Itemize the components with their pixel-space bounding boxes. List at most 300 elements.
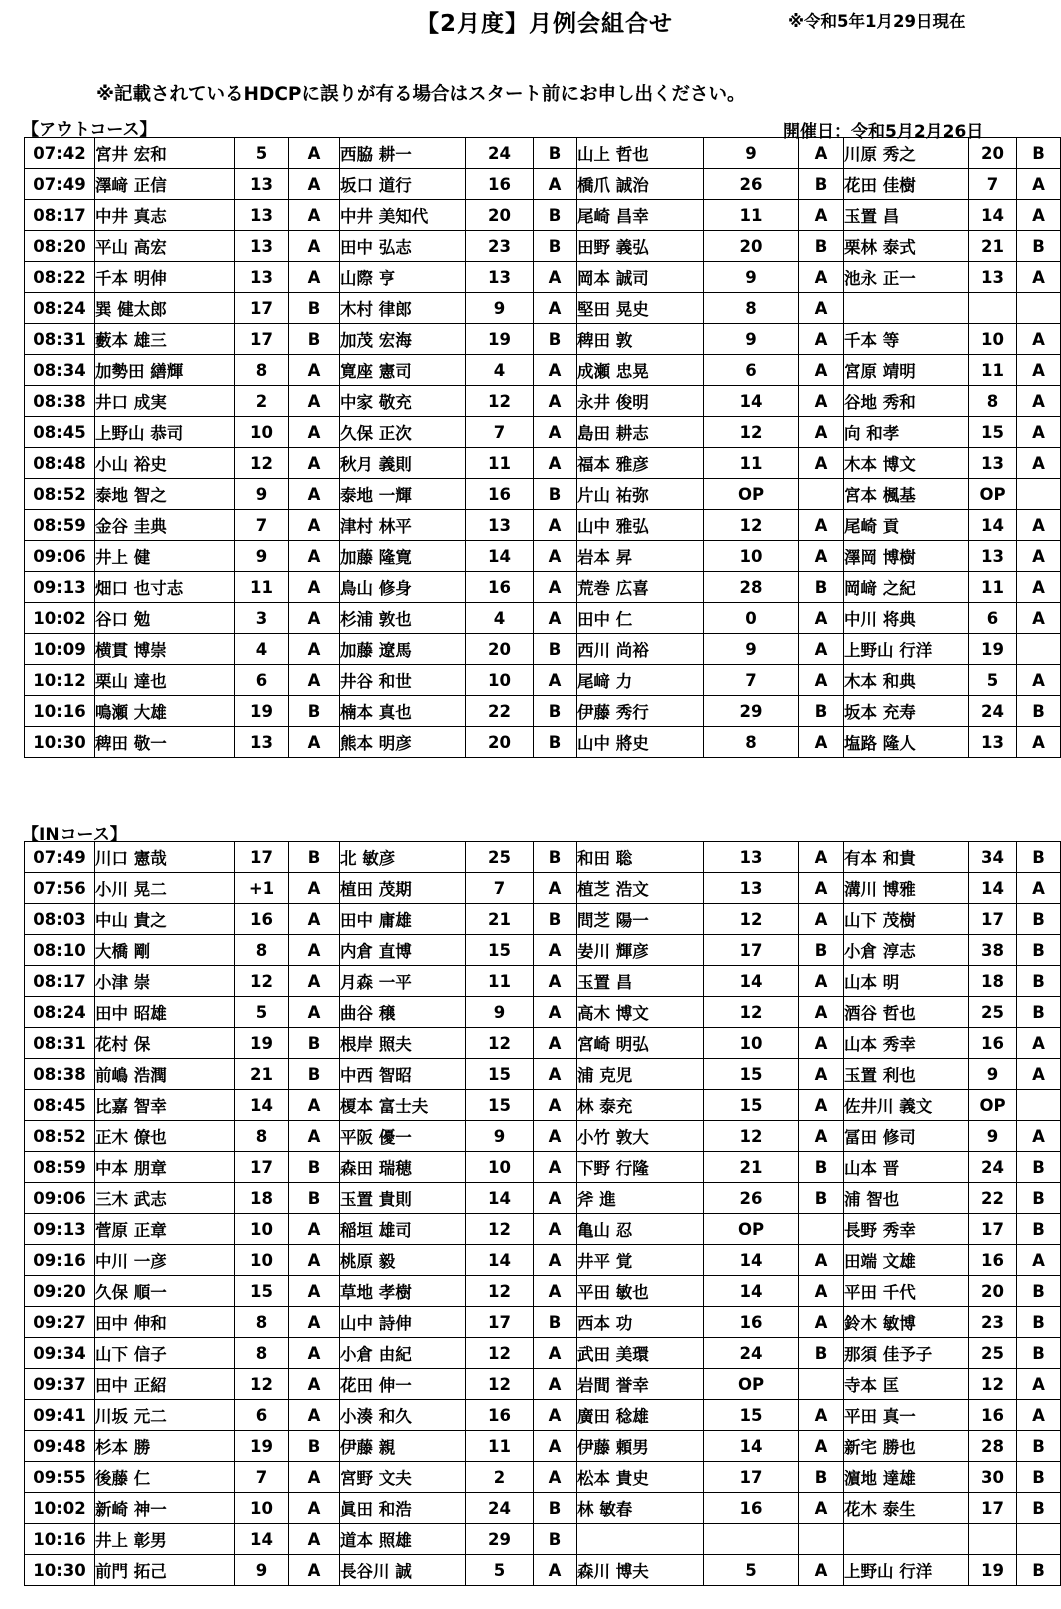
class-cell: A bbox=[1017, 324, 1061, 355]
class-cell: A bbox=[289, 935, 340, 966]
class-cell: A bbox=[289, 1121, 340, 1152]
hdcp-cell: 28 bbox=[704, 572, 799, 603]
table-row bbox=[25, 873, 1061, 904]
hdcp-cell: 15 bbox=[969, 417, 1017, 448]
player-name-cell: 菅原 正章 bbox=[95, 1214, 235, 1245]
player-name-cell: 桃原 毅 bbox=[340, 1245, 466, 1276]
class-cell: B bbox=[289, 324, 340, 355]
hdcp-cell: 13 bbox=[235, 262, 289, 293]
class-cell bbox=[799, 1524, 844, 1555]
class-cell: A bbox=[1017, 417, 1061, 448]
class-cell: A bbox=[799, 138, 844, 169]
hdcp-cell: 13 bbox=[969, 541, 1017, 572]
table-row bbox=[25, 1431, 1061, 1462]
hdcp-cell: 20 bbox=[466, 634, 534, 665]
class-cell: A bbox=[289, 200, 340, 231]
hdcp-cell: 17 bbox=[235, 324, 289, 355]
player-name-cell bbox=[844, 293, 969, 324]
hdcp-cell: 6 bbox=[235, 1400, 289, 1431]
class-cell: A bbox=[799, 293, 844, 324]
class-cell: A bbox=[1017, 1400, 1061, 1431]
player-name-cell: 鳥山 修身 bbox=[340, 572, 466, 603]
table-row bbox=[25, 1121, 1061, 1152]
class-cell: B bbox=[534, 1493, 577, 1524]
hdcp-cell: 14 bbox=[704, 1431, 799, 1462]
hdcp-cell: OP bbox=[704, 1369, 799, 1400]
hdcp-cell: 9 bbox=[704, 324, 799, 355]
hdcp-cell: 24 bbox=[969, 1152, 1017, 1183]
player-name-cell: 浦 智也 bbox=[844, 1183, 969, 1214]
class-cell: A bbox=[534, 262, 577, 293]
hdcp-cell: 14 bbox=[235, 1090, 289, 1121]
class-cell: A bbox=[289, 1493, 340, 1524]
class-cell: A bbox=[799, 1028, 844, 1059]
hdcp-cell: 12 bbox=[704, 997, 799, 1028]
player-name-cell: 西本 功 bbox=[577, 1307, 704, 1338]
player-name-cell: 花村 保 bbox=[95, 1028, 235, 1059]
player-name-cell: 長谷川 誠 bbox=[340, 1555, 466, 1586]
player-name-cell: 坂本 充寿 bbox=[844, 696, 969, 727]
player-name-cell: 久保 順一 bbox=[95, 1276, 235, 1307]
tee-time-cell: 08:24 bbox=[25, 293, 95, 324]
class-cell: B bbox=[289, 1059, 340, 1090]
hdcp-cell: 6 bbox=[969, 603, 1017, 634]
class-cell: B bbox=[799, 935, 844, 966]
class-cell: A bbox=[1017, 727, 1061, 758]
hdcp-cell: 20 bbox=[969, 1276, 1017, 1307]
player-name-cell: 荒巻 広喜 bbox=[577, 572, 704, 603]
player-name-cell: 成瀬 忠晃 bbox=[577, 355, 704, 386]
player-name-cell: 橋爪 誠治 bbox=[577, 169, 704, 200]
table-row bbox=[25, 997, 1061, 1028]
class-cell: A bbox=[799, 873, 844, 904]
hdcp-cell: 29 bbox=[466, 1524, 534, 1555]
hdcp-cell: 14 bbox=[969, 873, 1017, 904]
player-name-cell: 久保 正次 bbox=[340, 417, 466, 448]
player-name-cell: 井平 覚 bbox=[577, 1245, 704, 1276]
hdcp-cell: 10 bbox=[704, 1028, 799, 1059]
hdcp-cell: 17 bbox=[704, 1462, 799, 1493]
hdcp-cell: 11 bbox=[466, 448, 534, 479]
hdcp-cell: 8 bbox=[235, 355, 289, 386]
hdcp-cell: 9 bbox=[466, 1121, 534, 1152]
hdcp-cell: 19 bbox=[235, 1431, 289, 1462]
table-row bbox=[25, 262, 1061, 293]
class-cell: A bbox=[1017, 541, 1061, 572]
player-name-cell: 小湊 和久 bbox=[340, 1400, 466, 1431]
hdcp-cell: 9 bbox=[704, 634, 799, 665]
tee-time-cell: 07:49 bbox=[25, 842, 95, 873]
hdcp-cell: 16 bbox=[466, 479, 534, 510]
table-row bbox=[25, 541, 1061, 572]
class-cell: A bbox=[799, 665, 844, 696]
hdcp-cell: 16 bbox=[466, 572, 534, 603]
class-cell: B bbox=[799, 231, 844, 262]
player-name-cell: 中山 貴之 bbox=[95, 904, 235, 935]
player-name-cell: 尾崎 貢 bbox=[844, 510, 969, 541]
hdcp-cell: 15 bbox=[235, 1276, 289, 1307]
player-name-cell: 伊藤 頼男 bbox=[577, 1431, 704, 1462]
player-name-cell: 玉置 貴則 bbox=[340, 1183, 466, 1214]
tee-time-cell: 08:31 bbox=[25, 324, 95, 355]
class-cell bbox=[1017, 1524, 1061, 1555]
hdcp-cell: 18 bbox=[235, 1183, 289, 1214]
tee-time-cell: 09:41 bbox=[25, 1400, 95, 1431]
tee-time-cell: 08:38 bbox=[25, 386, 95, 417]
player-name-cell: 榎本 富士夫 bbox=[340, 1090, 466, 1121]
class-cell: A bbox=[534, 510, 577, 541]
player-name-cell: 酒谷 哲也 bbox=[844, 997, 969, 1028]
player-name-cell: 田中 伸和 bbox=[95, 1307, 235, 1338]
tee-time-cell: 07:49 bbox=[25, 169, 95, 200]
tee-time-cell: 08:24 bbox=[25, 997, 95, 1028]
table-row bbox=[25, 842, 1061, 873]
hdcp-cell: 13 bbox=[235, 200, 289, 231]
player-name-cell: 川口 憲哉 bbox=[95, 842, 235, 873]
class-cell: B bbox=[289, 293, 340, 324]
player-name-cell: 堅田 晃史 bbox=[577, 293, 704, 324]
class-cell: A bbox=[1017, 448, 1061, 479]
class-cell: B bbox=[534, 479, 577, 510]
hdcp-cell: 12 bbox=[704, 1121, 799, 1152]
class-cell: B bbox=[799, 696, 844, 727]
class-cell: A bbox=[289, 1245, 340, 1276]
player-name-cell: 岡﨑 之紀 bbox=[844, 572, 969, 603]
table-row bbox=[25, 1307, 1061, 1338]
player-name-cell: 川原 秀之 bbox=[844, 138, 969, 169]
class-cell: A bbox=[1017, 1369, 1061, 1400]
player-name-cell: 井谷 和世 bbox=[340, 665, 466, 696]
player-name-cell: 宮崎 明弘 bbox=[577, 1028, 704, 1059]
tee-time-cell: 08:52 bbox=[25, 479, 95, 510]
hdcp-cell: 16 bbox=[466, 169, 534, 200]
class-cell: B bbox=[1017, 935, 1061, 966]
player-name-cell: 中井 真志 bbox=[95, 200, 235, 231]
player-name-cell: 加勢田 繕輝 bbox=[95, 355, 235, 386]
class-cell: B bbox=[534, 1307, 577, 1338]
hdcp-cell: 11 bbox=[235, 572, 289, 603]
class-cell: A bbox=[289, 1090, 340, 1121]
player-name-cell: 福本 雅彦 bbox=[577, 448, 704, 479]
table-row bbox=[25, 1462, 1061, 1493]
player-name-cell: 泰地 智之 bbox=[95, 479, 235, 510]
hdcp-cell: 17 bbox=[704, 935, 799, 966]
hdcp-cell: 15 bbox=[704, 1090, 799, 1121]
hdcp-cell: 17 bbox=[969, 904, 1017, 935]
hdcp-cell: 19 bbox=[969, 1555, 1017, 1586]
hdcp-cell: 12 bbox=[704, 904, 799, 935]
class-cell: B bbox=[799, 1462, 844, 1493]
class-cell: B bbox=[1017, 966, 1061, 997]
player-name-cell: 鈴木 敏博 bbox=[844, 1307, 969, 1338]
table-row bbox=[25, 634, 1061, 665]
hdcp-cell: 8 bbox=[704, 727, 799, 758]
hdcp-cell: 16 bbox=[704, 1493, 799, 1524]
player-name-cell: 松本 貴史 bbox=[577, 1462, 704, 1493]
player-name-cell: 中家 敬充 bbox=[340, 386, 466, 417]
player-name-cell: 岡本 誠司 bbox=[577, 262, 704, 293]
player-name-cell: 中川 将典 bbox=[844, 603, 969, 634]
player-name-cell: 大橋 剛 bbox=[95, 935, 235, 966]
table-row bbox=[25, 1245, 1061, 1276]
player-name-cell: 山中 將史 bbox=[577, 727, 704, 758]
class-cell: B bbox=[799, 572, 844, 603]
class-cell: A bbox=[1017, 572, 1061, 603]
hdcp-cell: 22 bbox=[466, 696, 534, 727]
tee-time-cell: 09:48 bbox=[25, 1431, 95, 1462]
hdcp-cell: 24 bbox=[466, 138, 534, 169]
hdcp-cell: 9 bbox=[466, 293, 534, 324]
class-cell: A bbox=[289, 386, 340, 417]
class-cell: A bbox=[799, 997, 844, 1028]
class-cell: B bbox=[1017, 1307, 1061, 1338]
player-name-cell: 上野山 行洋 bbox=[844, 634, 969, 665]
tee-time-cell: 07:56 bbox=[25, 873, 95, 904]
hdcp-cell: OP bbox=[704, 1214, 799, 1245]
player-name-cell: 溝川 博雅 bbox=[844, 873, 969, 904]
class-cell: A bbox=[534, 1338, 577, 1369]
class-cell: A bbox=[534, 293, 577, 324]
hdcp-cell: 26 bbox=[704, 1183, 799, 1214]
hdcp-cell: 29 bbox=[704, 696, 799, 727]
tee-time-cell: 10:12 bbox=[25, 665, 95, 696]
hdcp-cell: 13 bbox=[235, 169, 289, 200]
hdcp-cell: 7 bbox=[235, 510, 289, 541]
class-cell: A bbox=[799, 1090, 844, 1121]
class-cell: A bbox=[534, 1555, 577, 1586]
player-name-cell: 秋月 義則 bbox=[340, 448, 466, 479]
class-cell: A bbox=[534, 541, 577, 572]
player-name-cell: 坂口 道行 bbox=[340, 169, 466, 200]
class-cell: A bbox=[289, 727, 340, 758]
hdcp-cell: 14 bbox=[235, 1524, 289, 1555]
player-name-cell: 伊藤 親 bbox=[340, 1431, 466, 1462]
player-name-cell: 平山 高宏 bbox=[95, 231, 235, 262]
class-cell: A bbox=[534, 448, 577, 479]
table-row bbox=[25, 355, 1061, 386]
player-name-cell: 廣田 稔雄 bbox=[577, 1400, 704, 1431]
hdcp-cell: 17 bbox=[969, 1214, 1017, 1245]
class-cell: A bbox=[289, 904, 340, 935]
player-name-cell: 山中 詩伸 bbox=[340, 1307, 466, 1338]
player-name-cell: 岩間 誉幸 bbox=[577, 1369, 704, 1400]
hdcp-cell: 25 bbox=[466, 842, 534, 873]
table-row bbox=[25, 479, 1061, 510]
class-cell: A bbox=[799, 727, 844, 758]
player-name-cell: 小倉 淳志 bbox=[844, 935, 969, 966]
tee-time-cell: 09:06 bbox=[25, 1183, 95, 1214]
class-cell: B bbox=[534, 1524, 577, 1555]
hdcp-cell: 6 bbox=[704, 355, 799, 386]
hdcp-cell bbox=[969, 293, 1017, 324]
hdcp-cell bbox=[704, 1524, 799, 1555]
player-name-cell: 小津 崇 bbox=[95, 966, 235, 997]
class-cell: A bbox=[289, 1214, 340, 1245]
tee-time-cell: 08:34 bbox=[25, 355, 95, 386]
table-row bbox=[25, 1183, 1061, 1214]
tee-time-cell: 08:45 bbox=[25, 417, 95, 448]
class-cell: B bbox=[1017, 842, 1061, 873]
player-name-cell: 月森 一平 bbox=[340, 966, 466, 997]
class-cell: B bbox=[1017, 1431, 1061, 1462]
player-name-cell: 長野 秀幸 bbox=[844, 1214, 969, 1245]
hdcp-cell: 14 bbox=[466, 1183, 534, 1214]
hdcp-cell: 8 bbox=[969, 386, 1017, 417]
table-row bbox=[25, 1524, 1061, 1555]
as-of-date: ※令和5年1月29日現在 bbox=[788, 12, 966, 31]
hdcp-cell: 14 bbox=[704, 966, 799, 997]
player-name-cell: 上野山 恭司 bbox=[95, 417, 235, 448]
hdcp-cell: 9 bbox=[466, 997, 534, 1028]
player-name-cell: 杉浦 敦也 bbox=[340, 603, 466, 634]
player-name-cell: 宮野 文夫 bbox=[340, 1462, 466, 1493]
hdcp-cell: 22 bbox=[969, 1183, 1017, 1214]
hdcp-cell: 12 bbox=[466, 1369, 534, 1400]
hdcp-cell: 2 bbox=[235, 386, 289, 417]
hdcp-cell: 7 bbox=[969, 169, 1017, 200]
player-name-cell: 津村 林平 bbox=[340, 510, 466, 541]
player-name-cell: 平田 敏也 bbox=[577, 1276, 704, 1307]
player-name-cell: 内倉 直博 bbox=[340, 935, 466, 966]
class-cell: A bbox=[799, 1493, 844, 1524]
player-name-cell: 宮原 靖明 bbox=[844, 355, 969, 386]
hdcp-cell: 12 bbox=[466, 1276, 534, 1307]
player-name-cell: 西脇 耕一 bbox=[340, 138, 466, 169]
class-cell: A bbox=[799, 842, 844, 873]
class-cell: A bbox=[1017, 262, 1061, 293]
hdcp-cell: OP bbox=[969, 479, 1017, 510]
hdcp-cell: 25 bbox=[969, 997, 1017, 1028]
hdcp-cell: 12 bbox=[466, 1214, 534, 1245]
class-cell: B bbox=[1017, 696, 1061, 727]
class-cell: B bbox=[534, 842, 577, 873]
class-cell: A bbox=[799, 1307, 844, 1338]
hdcp-cell: 11 bbox=[704, 448, 799, 479]
class-cell: A bbox=[799, 1431, 844, 1462]
hdcp-cell: 12 bbox=[235, 966, 289, 997]
player-name-cell: 花木 泰生 bbox=[844, 1493, 969, 1524]
player-name-cell: 加藤 隆寛 bbox=[340, 541, 466, 572]
player-name-cell: 谷口 勉 bbox=[95, 603, 235, 634]
player-name-cell: 横貫 博崇 bbox=[95, 634, 235, 665]
player-name-cell: 澤﨑 正信 bbox=[95, 169, 235, 200]
player-name-cell: 稗田 敦 bbox=[577, 324, 704, 355]
table-row bbox=[25, 1090, 1061, 1121]
hdcp-cell: 5 bbox=[235, 138, 289, 169]
player-name-cell: 楠本 真也 bbox=[340, 696, 466, 727]
player-name-cell: 平田 真一 bbox=[844, 1400, 969, 1431]
class-cell: A bbox=[799, 417, 844, 448]
player-name-cell: 山際 亨 bbox=[340, 262, 466, 293]
table-row bbox=[25, 200, 1061, 231]
player-name-cell: 花田 伸一 bbox=[340, 1369, 466, 1400]
class-cell: B bbox=[1017, 1214, 1061, 1245]
player-name-cell: 林 泰充 bbox=[577, 1090, 704, 1121]
tee-time-cell: 08:10 bbox=[25, 935, 95, 966]
hdcp-cell: 19 bbox=[466, 324, 534, 355]
hdcp-cell: 10 bbox=[466, 1152, 534, 1183]
hdcp-cell: 12 bbox=[466, 386, 534, 417]
player-name-cell: 後藤 仁 bbox=[95, 1462, 235, 1493]
tee-time-cell: 10:30 bbox=[25, 1555, 95, 1586]
class-cell: A bbox=[289, 1524, 340, 1555]
player-name-cell: 田中 弘志 bbox=[340, 231, 466, 262]
hdcp-cell: 14 bbox=[704, 1245, 799, 1276]
player-name-cell: 山本 明 bbox=[844, 966, 969, 997]
table-row bbox=[25, 293, 1061, 324]
player-name-cell: 冨田 修司 bbox=[844, 1121, 969, 1152]
class-cell: A bbox=[534, 1090, 577, 1121]
player-name-cell: 島田 耕志 bbox=[577, 417, 704, 448]
table-row bbox=[25, 231, 1061, 262]
hdcp-cell: 16 bbox=[969, 1400, 1017, 1431]
player-name-cell: 井上 彰男 bbox=[95, 1524, 235, 1555]
class-cell: A bbox=[534, 603, 577, 634]
class-cell: A bbox=[534, 997, 577, 1028]
table-row bbox=[25, 1338, 1061, 1369]
hdcp-cell: 12 bbox=[704, 417, 799, 448]
tee-time-cell: 10:16 bbox=[25, 696, 95, 727]
player-name-cell: 林 敏春 bbox=[577, 1493, 704, 1524]
class-cell: B bbox=[799, 169, 844, 200]
class-cell: B bbox=[799, 1338, 844, 1369]
class-cell: A bbox=[534, 1369, 577, 1400]
tee-time-cell: 09:13 bbox=[25, 1214, 95, 1245]
class-cell: A bbox=[1017, 510, 1061, 541]
table-row bbox=[25, 1152, 1061, 1183]
class-cell: B bbox=[1017, 1276, 1061, 1307]
hdcp-cell: 16 bbox=[235, 904, 289, 935]
player-name-cell: 寛座 憲司 bbox=[340, 355, 466, 386]
player-name-cell: 宮本 楓基 bbox=[844, 479, 969, 510]
player-name-cell: 山下 茂樹 bbox=[844, 904, 969, 935]
class-cell: A bbox=[289, 479, 340, 510]
hdcp-cell: 4 bbox=[235, 634, 289, 665]
hdcp-cell: 10 bbox=[235, 1493, 289, 1524]
hdcp-cell: 14 bbox=[704, 386, 799, 417]
tee-time-cell: 08:22 bbox=[25, 262, 95, 293]
hdcp-cell: 23 bbox=[466, 231, 534, 262]
class-cell: B bbox=[1017, 231, 1061, 262]
class-cell: A bbox=[534, 935, 577, 966]
class-cell: B bbox=[1017, 1152, 1061, 1183]
class-cell: B bbox=[1017, 1555, 1061, 1586]
player-name-cell: 山中 雅弘 bbox=[577, 510, 704, 541]
hdcp-cell: 8 bbox=[704, 293, 799, 324]
class-cell: B bbox=[534, 904, 577, 935]
class-cell: A bbox=[799, 510, 844, 541]
tee-time-cell: 08:03 bbox=[25, 904, 95, 935]
class-cell: A bbox=[289, 169, 340, 200]
player-name-cell: 道本 照雄 bbox=[340, 1524, 466, 1555]
hdcp-cell: 19 bbox=[969, 634, 1017, 665]
hdcp-cell: 4 bbox=[466, 603, 534, 634]
tee-time-cell: 09:13 bbox=[25, 572, 95, 603]
player-name-cell: 前嶋 浩潤 bbox=[95, 1059, 235, 1090]
player-name-cell: 山本 秀幸 bbox=[844, 1028, 969, 1059]
hdcp-cell: 13 bbox=[235, 231, 289, 262]
hdcp-cell: 14 bbox=[704, 1276, 799, 1307]
player-name-cell: 曲谷 穣 bbox=[340, 997, 466, 1028]
player-name-cell: 植芝 浩文 bbox=[577, 873, 704, 904]
player-name-cell: 西川 尚裕 bbox=[577, 634, 704, 665]
hdcp-cell: 16 bbox=[466, 1400, 534, 1431]
hdcp-cell: 26 bbox=[704, 169, 799, 200]
table-row bbox=[25, 1555, 1061, 1586]
table-row bbox=[25, 1369, 1061, 1400]
hdcp-cell: 9 bbox=[704, 138, 799, 169]
tee-time-cell: 09:27 bbox=[25, 1307, 95, 1338]
